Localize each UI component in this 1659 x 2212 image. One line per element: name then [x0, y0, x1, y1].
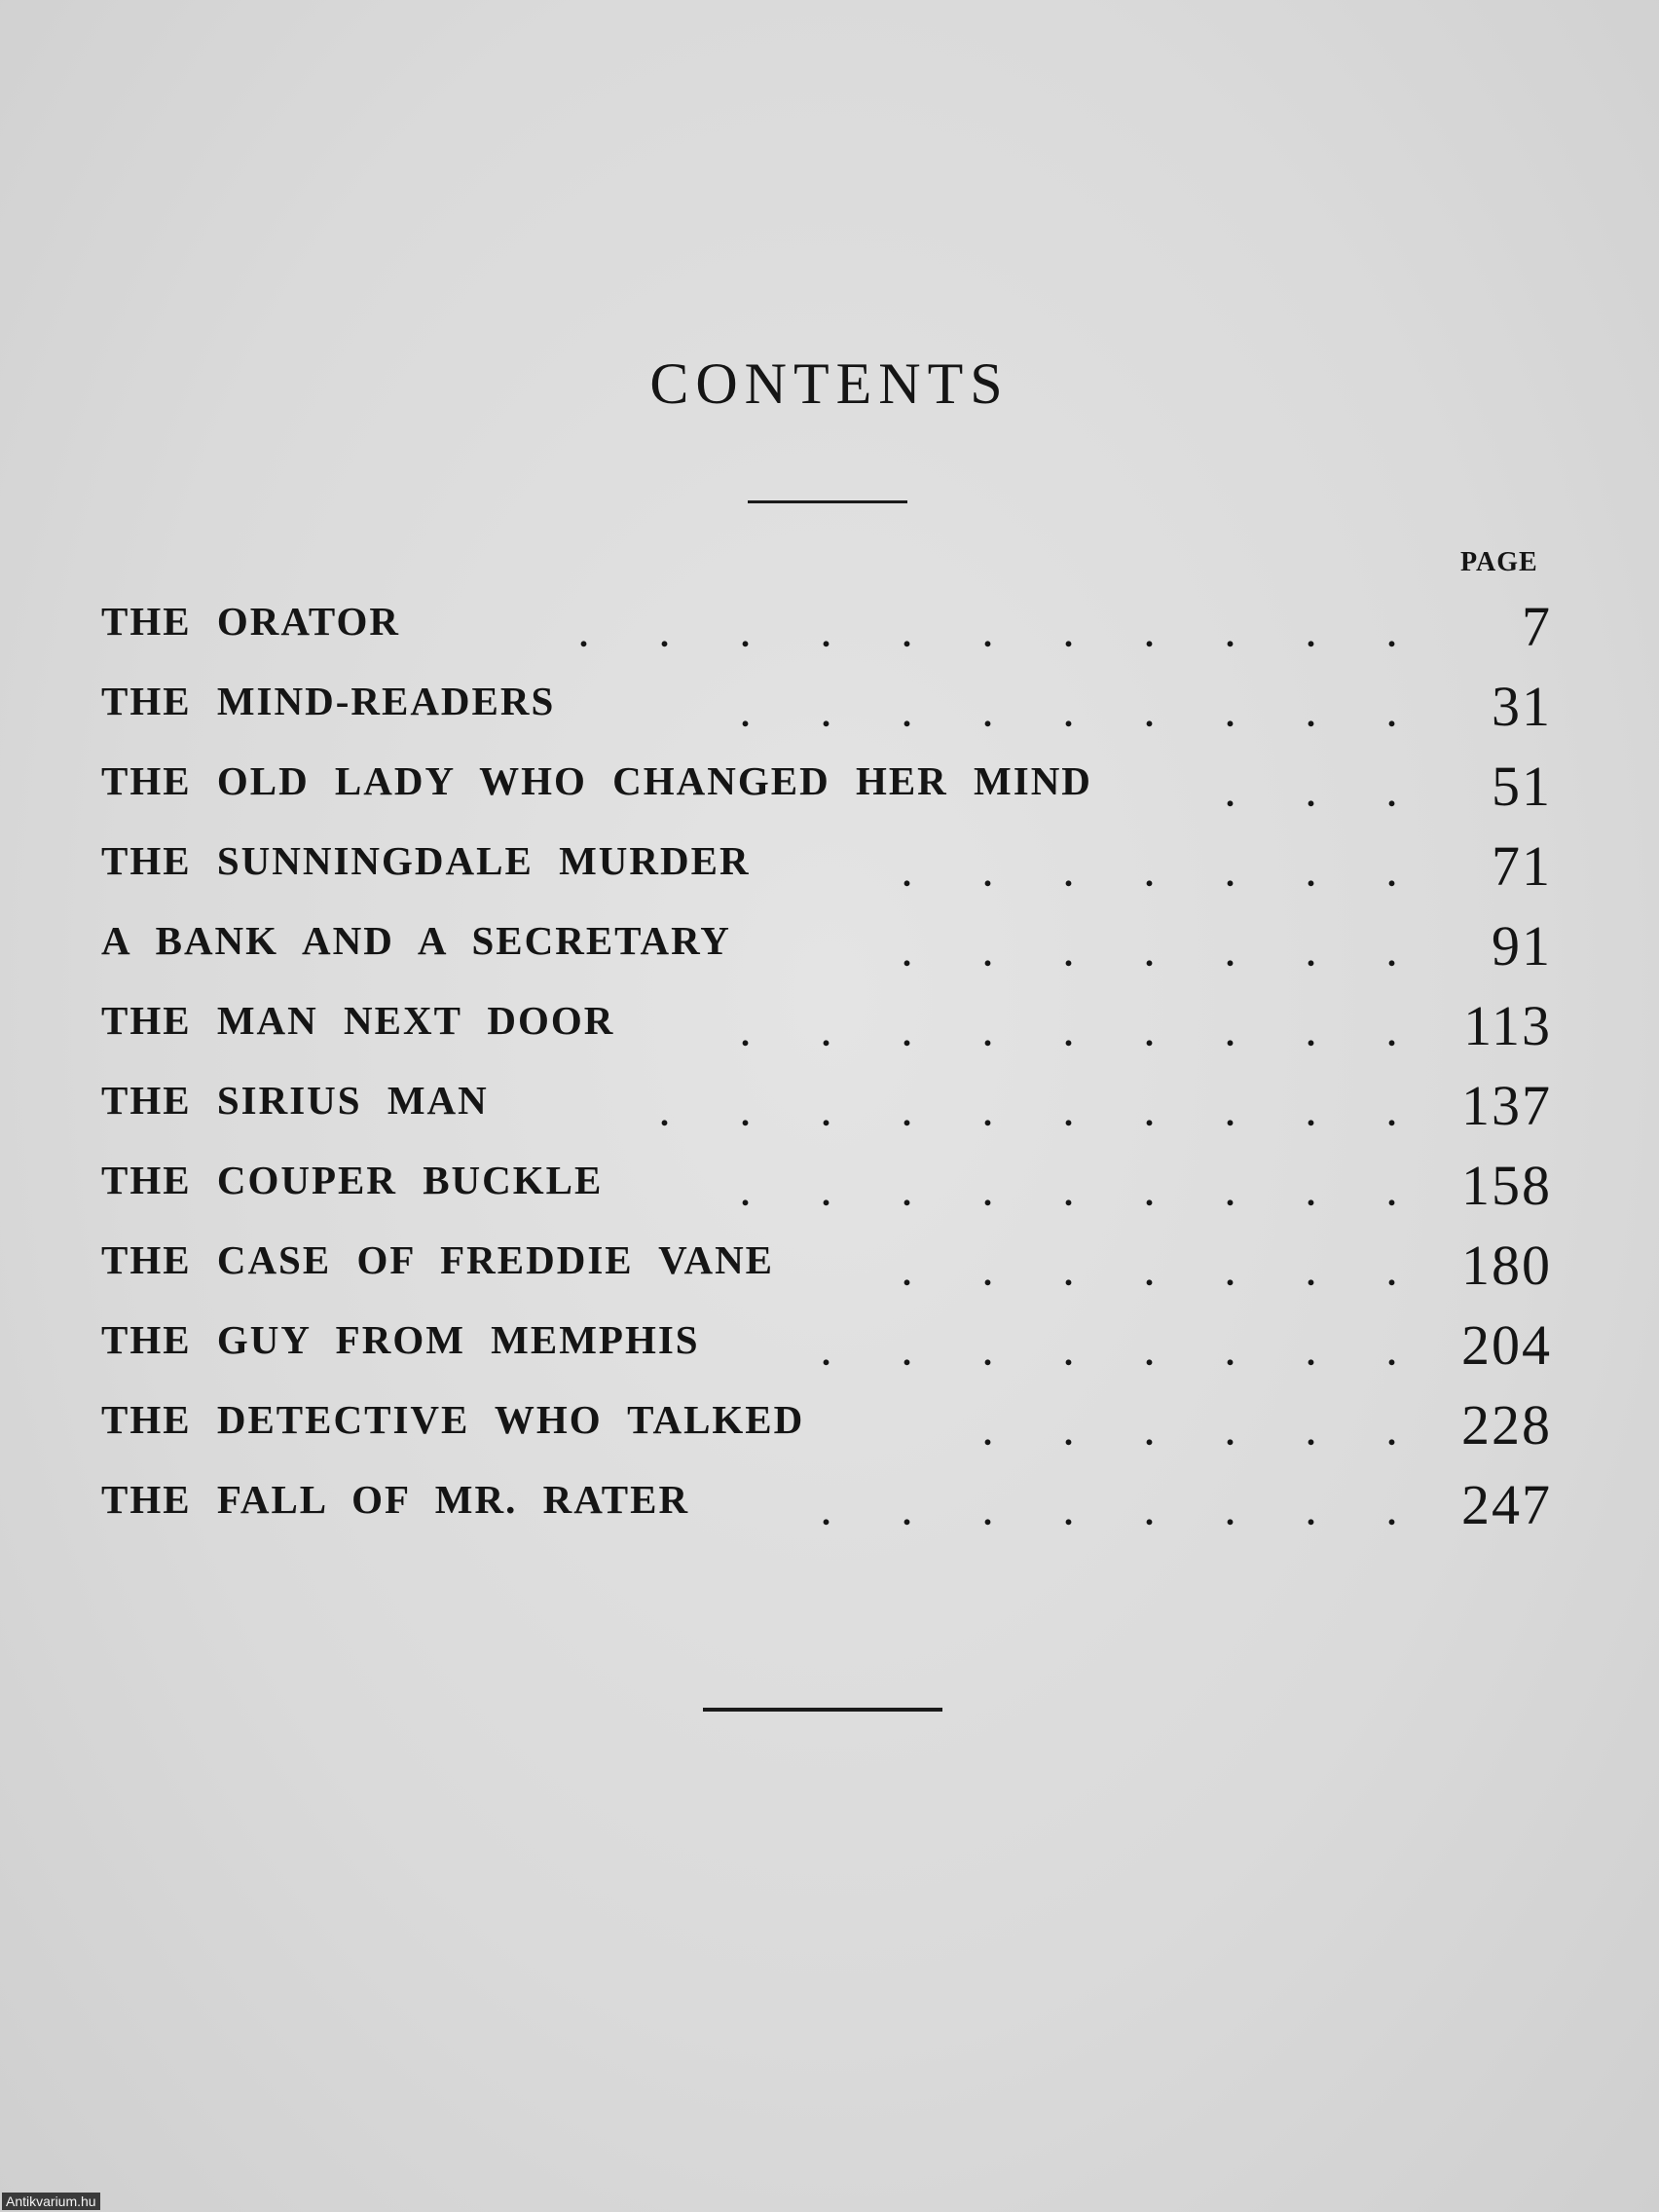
leader-dot: .	[1387, 775, 1396, 814]
leader-dot: .	[1064, 615, 1073, 654]
leader-dot: .	[903, 935, 911, 974]
leader-dot: .	[903, 855, 911, 894]
toc-entry-title: A BANK AND A SECRETARY	[101, 918, 731, 963]
leader-dot: .	[1307, 615, 1315, 654]
toc-entry-title: THE SUNNINGDALE MURDER	[101, 838, 751, 883]
toc-entry	[101, 1305, 1552, 1384]
dot-leader	[830, 935, 1396, 974]
leader-dot: .	[903, 1493, 911, 1532]
leader-dot: .	[1387, 695, 1396, 734]
dot-leader	[669, 695, 1396, 734]
leader-dot: .	[1226, 935, 1235, 974]
toc-entry-page: 158	[1461, 1154, 1552, 1217]
leader-dot: .	[983, 1414, 992, 1453]
leader-dot: .	[983, 1254, 992, 1293]
dot-leader	[588, 1094, 1396, 1133]
leader-dot: .	[660, 1094, 669, 1133]
toc-entry-page: 228	[1461, 1393, 1552, 1456]
leader-dot: .	[983, 1493, 992, 1532]
leader-dot: .	[1145, 615, 1154, 654]
leader-dot: .	[1307, 1493, 1315, 1532]
leader-dot: .	[1226, 1254, 1235, 1293]
leader-dot: .	[660, 615, 669, 654]
leader-dot: .	[822, 1174, 830, 1213]
leader-dot: .	[983, 935, 992, 974]
leader-dot: .	[1387, 935, 1396, 974]
leader-dot: .	[983, 1174, 992, 1213]
toc-entry	[101, 1464, 1552, 1544]
leader-dot: .	[1307, 1414, 1315, 1453]
leader-dot: .	[983, 695, 992, 734]
leader-dot: .	[1064, 1094, 1073, 1133]
leader-dot: .	[1307, 935, 1315, 974]
toc-entry-title: THE SIRIUS MAN	[101, 1078, 489, 1123]
toc-entry-page: 7	[1522, 595, 1552, 658]
leader-dot: .	[1307, 1174, 1315, 1213]
leader-dot: .	[741, 1014, 750, 1053]
leader-dot: .	[1226, 855, 1235, 894]
leader-dot: .	[903, 695, 911, 734]
leader-dot: .	[1145, 1414, 1154, 1453]
bottom-divider	[703, 1708, 942, 1712]
toc-entry	[101, 586, 1552, 666]
leader-dot: .	[1387, 855, 1396, 894]
toc-entry-page: 71	[1492, 834, 1552, 898]
toc-entry	[101, 746, 1552, 826]
leader-dot: .	[822, 1493, 830, 1532]
leader-dot: .	[822, 1014, 830, 1053]
toc-entry-title: THE CASE OF FREDDIE VANE	[101, 1237, 775, 1282]
leader-dot: .	[903, 1174, 911, 1213]
leader-dot: .	[1145, 935, 1154, 974]
leader-dot: .	[741, 695, 750, 734]
leader-dot: .	[822, 695, 830, 734]
leader-dot: .	[1145, 1094, 1154, 1133]
toc-entry-page: 247	[1461, 1473, 1552, 1536]
leader-dot: .	[1307, 1254, 1315, 1293]
leader-dot: .	[1307, 695, 1315, 734]
leader-dot: .	[1226, 1094, 1235, 1133]
toc-entry-title: THE MIND-READERS	[101, 679, 556, 723]
leader-dot: .	[1226, 1414, 1235, 1453]
dot-leader	[750, 1493, 1396, 1532]
leader-dot: .	[903, 1014, 911, 1053]
top-divider	[748, 500, 907, 503]
leader-dot: .	[1145, 1254, 1154, 1293]
leader-dot: .	[1226, 1334, 1235, 1373]
leader-dot: .	[983, 855, 992, 894]
toc-entry	[101, 905, 1552, 985]
dot-leader	[750, 1334, 1396, 1373]
leader-dot: .	[1064, 1493, 1073, 1532]
leader-dot: .	[1226, 695, 1235, 734]
leader-dot: .	[1387, 615, 1396, 654]
leader-dot: .	[1145, 695, 1154, 734]
leader-dot: .	[1387, 1334, 1396, 1373]
leader-dot: .	[903, 615, 911, 654]
leader-dot: .	[1064, 695, 1073, 734]
leader-dot: .	[1307, 775, 1315, 814]
toc-entry	[101, 1225, 1552, 1305]
leader-dot: .	[1145, 1493, 1154, 1532]
toc-entry-page: 91	[1492, 914, 1552, 977]
contents-heading: CONTENTS	[649, 351, 1010, 416]
leader-dot: .	[741, 1094, 750, 1133]
leader-dot: .	[1387, 1014, 1396, 1053]
leader-dot: .	[741, 1174, 750, 1213]
leader-dot: .	[1145, 855, 1154, 894]
toc-entry-title: THE GUY FROM MEMPHIS	[101, 1317, 700, 1362]
toc-entry	[101, 826, 1552, 905]
leader-dot: .	[1387, 1254, 1396, 1293]
dot-leader	[669, 1014, 1396, 1053]
toc-entry-title: THE FALL OF MR. RATER	[101, 1477, 690, 1522]
toc-entry-page: 31	[1492, 675, 1552, 738]
leader-dot: .	[822, 1094, 830, 1133]
dot-leader	[830, 1254, 1396, 1293]
leader-dot: .	[1145, 1334, 1154, 1373]
toc-entry-page: 51	[1492, 755, 1552, 818]
leader-dot: .	[1064, 1414, 1073, 1453]
leader-dot: .	[1064, 855, 1073, 894]
leader-dot: .	[903, 1254, 911, 1293]
leader-dot: .	[1307, 1334, 1315, 1373]
leader-dot: .	[983, 1094, 992, 1133]
leader-dot: .	[1064, 935, 1073, 974]
leader-dot: .	[579, 615, 588, 654]
toc-entry-title: THE MAN NEXT DOOR	[101, 998, 615, 1043]
leader-dot: .	[983, 1334, 992, 1373]
toc-entry	[101, 985, 1552, 1065]
dot-leader	[830, 855, 1396, 894]
leader-dot: .	[1145, 1174, 1154, 1213]
leader-dot: .	[1387, 1493, 1396, 1532]
leader-dot: .	[1307, 1014, 1315, 1053]
toc-entry-page: 180	[1461, 1234, 1552, 1297]
toc-entry	[101, 1145, 1552, 1225]
dot-leader	[507, 615, 1396, 654]
page-column-label: PAGE	[1460, 547, 1538, 577]
leader-dot: .	[1226, 1174, 1235, 1213]
leader-dot: .	[1226, 615, 1235, 654]
leader-dot: .	[1064, 1014, 1073, 1053]
leader-dot: .	[1307, 855, 1315, 894]
leader-dot: .	[1226, 1014, 1235, 1053]
toc-entry-title: THE OLD LADY WHO CHANGED HER MIND	[101, 758, 1092, 803]
leader-dot: .	[1307, 1094, 1315, 1133]
leader-dot: .	[822, 615, 830, 654]
leader-dot: .	[983, 615, 992, 654]
toc-entry-title: THE COUPER BUCKLE	[101, 1158, 604, 1202]
leader-dot: .	[1226, 1493, 1235, 1532]
dot-leader	[669, 1174, 1396, 1213]
leader-dot: .	[1064, 1254, 1073, 1293]
leader-dot: .	[903, 1334, 911, 1373]
toc-entry-page: 137	[1461, 1074, 1552, 1137]
leader-dot: .	[983, 1014, 992, 1053]
toc-entry-title: THE ORATOR	[101, 599, 401, 644]
toc-entry	[101, 666, 1552, 746]
dot-leader	[1154, 775, 1396, 814]
toc-entry	[101, 1065, 1552, 1145]
toc-entry-page: 204	[1461, 1313, 1552, 1377]
toc-entry-page: 113	[1463, 994, 1552, 1057]
leader-dot: .	[741, 615, 750, 654]
toc-entry	[101, 1384, 1552, 1464]
leader-dot: .	[1387, 1414, 1396, 1453]
leader-dot: .	[822, 1334, 830, 1373]
leader-dot: .	[1387, 1174, 1396, 1213]
watermark: Antikvarium.hu	[2, 2193, 100, 2210]
leader-dot: .	[1064, 1334, 1073, 1373]
table-of-contents	[101, 586, 1552, 1544]
leader-dot: .	[903, 1094, 911, 1133]
dot-leader	[911, 1414, 1396, 1453]
leader-dot: .	[1226, 775, 1235, 814]
leader-dot: .	[1064, 1174, 1073, 1213]
leader-dot: .	[1145, 1014, 1154, 1053]
toc-entry-title: THE DETECTIVE WHO TALKED	[101, 1397, 805, 1442]
leader-dot: .	[1387, 1094, 1396, 1133]
